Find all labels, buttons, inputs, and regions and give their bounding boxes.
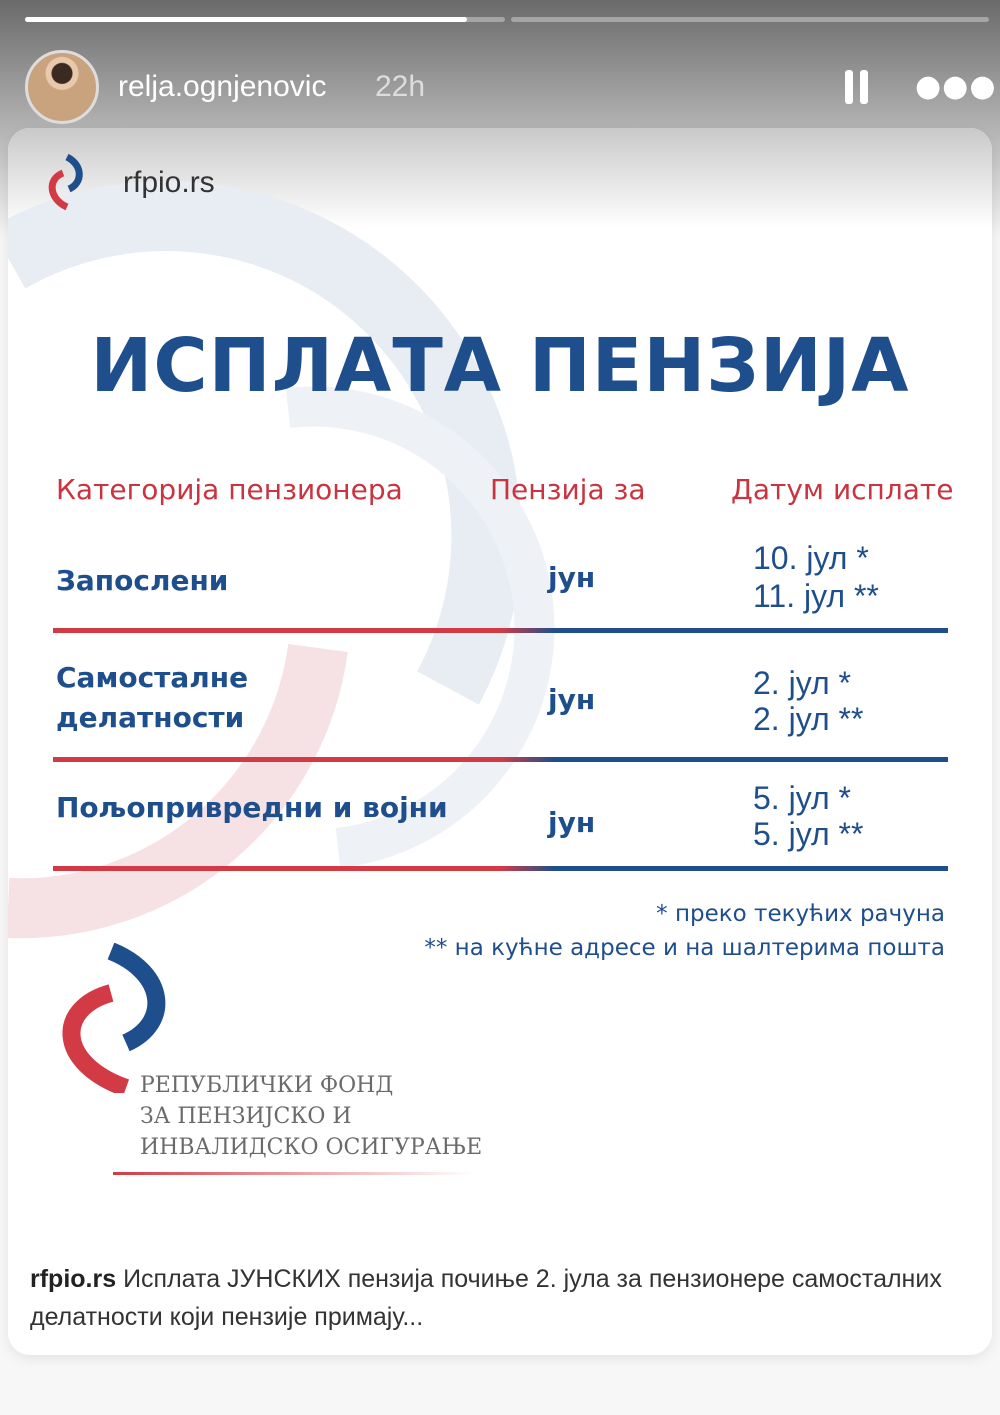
caption-text: Исплата ЈУНСКИХ пензија почиње 2. јула за пензионере самосталних делатности који пензије примају... [30, 1265, 942, 1331]
row-date-1: 2. јул * [753, 665, 851, 701]
caption-username[interactable]: rfpio.rs [30, 1265, 117, 1293]
row-divider [53, 866, 948, 871]
row-category: Самосталне делатности [56, 661, 249, 734]
header-month: Пензија за [490, 473, 646, 506]
org-name [140, 1070, 482, 1163]
post-title: ИСПЛАТА ПЕНЗИЈА [90, 323, 910, 409]
row-date-1: 5. јул * [753, 780, 851, 816]
more-icon[interactable]: ●●● [915, 69, 997, 104]
row-date-2: 11. јул ** [753, 578, 879, 614]
story-progress-1 [25, 17, 505, 22]
avatar[interactable] [25, 50, 99, 124]
row-divider [53, 757, 948, 762]
story-progress-2 [511, 17, 989, 22]
timestamp: 22h [375, 70, 426, 103]
org-line: ЗА ПЕНЗИЈСКО И [140, 1104, 352, 1129]
header-category: Категорија пензионера [56, 473, 403, 506]
row-month: јун [548, 683, 596, 716]
footnote: * преко текућих рачуна [656, 901, 945, 927]
row-category: Пољопривредни и војни [56, 791, 448, 824]
pause-icon[interactable] [845, 70, 869, 104]
background-arcs [8, 128, 992, 1355]
row-date-1: 10. јул * [753, 540, 869, 576]
rfpio-small-logo-icon [43, 153, 91, 211]
org-line: РЕПУБЛИЧКИ ФОНД [140, 1073, 394, 1098]
source-name[interactable]: rfpio.rs [123, 166, 215, 199]
row-month: јун [548, 806, 596, 839]
row-divider [53, 628, 948, 633]
row-category: Запослени [56, 564, 229, 597]
shared-post-card[interactable] [8, 128, 992, 1355]
post-caption [30, 1260, 980, 1336]
username[interactable]: relja.ognjenovic [118, 70, 327, 103]
row-month: јун [548, 561, 596, 594]
org-line: ИНВАЛИДСКО ОСИГУРАЊЕ [140, 1135, 483, 1160]
org-underline [113, 1172, 473, 1175]
footnote: ** на кућне адресе и на шалтерима пошта [424, 935, 945, 961]
row-date-2: 2. јул ** [753, 701, 864, 737]
row-date-2: 5. јул ** [753, 816, 864, 852]
header-date: Датум исплате [731, 473, 954, 506]
